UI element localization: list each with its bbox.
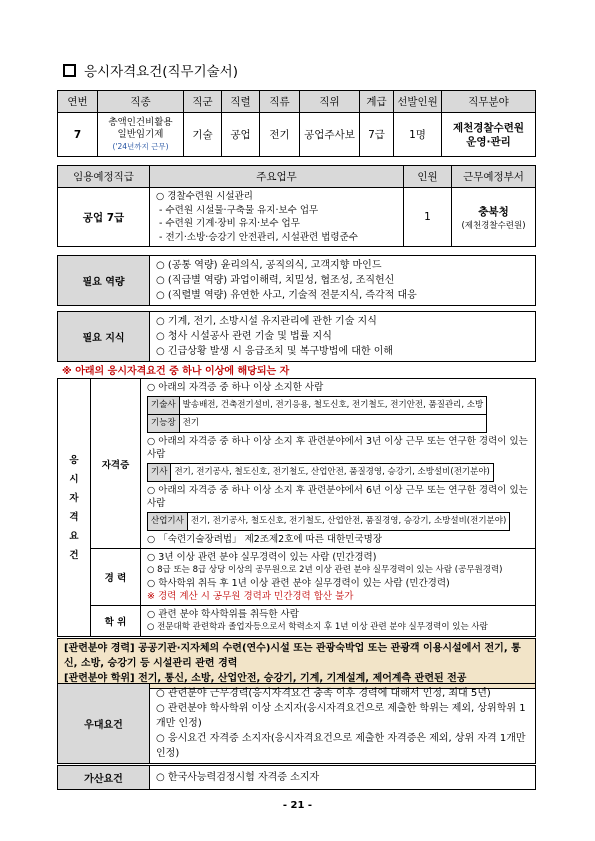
related-content (58, 639, 536, 689)
preference-list (150, 684, 536, 764)
related-degree: [관련분야 학위] 전기, 통신, 소방, 산업안전, 승강기, 기계, 기계설계, 제어계측 관련된 전공 (64, 673, 467, 684)
cert-values: 전기 (179, 415, 487, 433)
cert-table-1 (147, 396, 487, 433)
qualification-vertical-label (58, 379, 91, 637)
preference-table (57, 683, 536, 764)
cert-table-2 (147, 463, 494, 482)
header-cell: 인원 (404, 166, 452, 188)
knowledge-table (57, 311, 536, 362)
job-count: 1명 (394, 113, 442, 157)
career-item: ○ 8급 또는 8급 상당 이상의 공무원으로 2년 이상 관련 분야 실무경력이 있는 사람 (공무원경력) (147, 565, 503, 575)
competency-item: ○ (직렬별 역량) 유연한 사고, 기술적 전문지식, 즉각적 대응 (156, 290, 417, 301)
header-cell: 연번 (58, 91, 98, 113)
competency-item: ○ (공통 역량) 윤리의식, 공직의식, 고객지향 마인드 (156, 260, 382, 271)
cert-kind: 산업기사 (148, 513, 188, 531)
qualification-note: ※ 아래의 응시자격요건 중 하나 이상에 해당되는 자 (62, 366, 290, 377)
header-cell: 직위 (300, 91, 360, 113)
cert-row-item (148, 415, 487, 433)
duty-item: ○ 경찰수련원 시설관리 (156, 191, 253, 202)
cert-kind: 기사 (148, 464, 171, 482)
dept-sub: (제천경찰수련원) (461, 220, 526, 231)
header-cell: 근무예정부서 (452, 166, 536, 188)
duty-dept (452, 188, 536, 247)
job-field: 제천경찰수련원 운영·관리 (442, 113, 536, 157)
degree-row (58, 606, 536, 637)
job-series: 공업 (222, 113, 260, 157)
preference-item: ○ 관련분야 근무경력(응시자격요건 충족 이후 경력에 대해서 인정, 최대 5년) (156, 688, 491, 699)
header-cell: 직무분야 (442, 91, 536, 113)
duty-item: - 수련원 기계·장비 유지·보수 업무 (156, 218, 300, 229)
knowledge-row (58, 312, 536, 362)
cert-row-item (148, 513, 510, 531)
duty-table (57, 165, 536, 247)
header-cell: 직종 (98, 91, 184, 113)
vertical-label-char: 시 (69, 473, 79, 485)
job-class: 전기 (260, 113, 300, 157)
page-title (63, 60, 238, 80)
job-type-line2: 일반임기제 (117, 128, 164, 140)
header-cell: 직군 (184, 91, 222, 113)
header-cell: 직류 (260, 91, 300, 113)
cert-values: 발송배전, 건축전기설비, 전기응용, 철도신호, 전기철도, 전기안전, 품질관리, 소방 (179, 397, 487, 415)
checkbox-icon (63, 64, 76, 77)
career-item: ○ 3년 이상 관련 분야 실무경력이 있는 사람 (민간경력) (147, 552, 377, 563)
cert-row-item (148, 464, 494, 482)
duty-item: - 수련원 시설물·구축물 유지·보수 업무 (156, 204, 319, 216)
preference-row (58, 684, 536, 764)
cert-intro: ○ 아래의 자격증 중 하나 이상 소지한 사람 (147, 382, 324, 393)
header-cell: 계급 (360, 91, 394, 113)
competency-list (150, 256, 536, 306)
vertical-label-char: 자 (69, 492, 79, 504)
knowledge-list (150, 312, 536, 362)
cert-mid2: ○ 아래의 자격증 중 하나 이상 소지 후 관련분야에서 6년 이상 근무 또는 연구한 경력이 있는 사람 (147, 485, 528, 509)
duty-count: 1 (404, 188, 452, 247)
competency-row (58, 256, 536, 306)
preference-label: 우대요건 (58, 684, 150, 764)
degree-item: ○ 전문대학 관련학과 졸업자등으로서 학력소지 후 1년 이상 관련 분야 실무경력이 있는 사람 (147, 622, 488, 632)
vertical-label-char: 요 (69, 530, 79, 542)
page-number: - 21 - (282, 800, 313, 811)
related-career: [관련분야 경력] 공공기관·지자체의 수련(연수)시설 또는 관광숙박업 또는 관광객 이용시설에서 전기, 통신, 소방, 승강기 등 시설관리 관련 경력 (64, 643, 521, 669)
cert-mid1: ○ 아래의 자격증 중 하나 이상 소지 후 관련분야에서 3년 이상 근무 또는 연구한 경력이 있는 사람 (147, 436, 528, 460)
career-label: 경 력 (91, 549, 141, 606)
knowledge-item: ○ 긴급상황 발생 시 응급조치 및 복구방법에 대한 이해 (156, 346, 394, 357)
bonus-item: ○ 한국사능력검정시험 자격증 소지자 (150, 766, 536, 790)
knowledge-label: 필요 지식 (58, 312, 150, 362)
career-warning: ※ 경력 계산 시 공무원 경력과 민간경력 합산 불가 (147, 591, 354, 602)
header-cell: 선발인원 (394, 91, 442, 113)
cert-label: 자격증 (91, 379, 141, 549)
vertical-label-text (58, 451, 90, 565)
job-group: 기술 (184, 113, 222, 157)
vertical-label-char: 응 (69, 454, 79, 466)
header-cell: 주요업무 (150, 166, 404, 188)
cert-values: 전기, 전기공사, 철도신호, 전기철도, 산업안전, 품질경영, 승강기, 소방설비(전기분야) (187, 513, 509, 531)
preference-item: ○ 응시요건 자격증 소지자(응시자격요건으로 제출한 자격증은 제외, 상위 자격 1개만 인정) (156, 733, 526, 759)
competency-table (57, 255, 536, 306)
cert-row-item (148, 397, 487, 415)
degree-item: ○ 관련 분야 학사학위를 취득한 사람 (147, 609, 299, 620)
cert-values: 전기, 전기공사, 철도신호, 전기철도, 산업안전, 품질경영, 승강기, 소방설비(전기분야) (171, 464, 493, 482)
job-type (98, 113, 184, 157)
job-table (57, 90, 536, 157)
duty-item: - 전기·소방·승강기 안전관리, 시설관련 법령준수 (156, 231, 358, 243)
job-type-line1: 총액인건비활용 (108, 116, 173, 128)
header-cell: 임용예정직급 (58, 166, 150, 188)
job-grade: 7급 (360, 113, 394, 157)
page-title-text: 응시자격요건(직무기술서) (84, 64, 238, 80)
cert-row (58, 379, 536, 549)
related-field-box (57, 638, 536, 689)
competency-label: 필요 역량 (58, 256, 150, 306)
cert-table-3 (147, 512, 510, 531)
knowledge-item: ○ 기계, 전기, 소방시설 유지관리에 관한 기술 지식 (156, 316, 377, 327)
competency-item: ○ (직급별 역량) 과업이해력, 치밀성, 협조성, 조직헌신 (156, 275, 395, 286)
knowledge-item: ○ 청사 시설공사 관련 기술 및 법률 지식 (156, 331, 332, 342)
cert-kind: 기술사 (148, 397, 180, 415)
bonus-row (58, 766, 536, 790)
duty-rank: 공업 7급 (58, 188, 150, 247)
cert-end: ○ 「숙련기술장려법」 제2조제2호에 따른 대한민국명장 (147, 534, 382, 545)
header-cell: 직렬 (222, 91, 260, 113)
degree-content (141, 606, 536, 637)
career-row (58, 549, 536, 606)
career-item: ○ 학사학위 취득 후 1년 이상 관련 분야 실무경력이 있는 사람 (민간경력) (147, 578, 450, 589)
job-type-note: ('24년까지 근무) (112, 141, 169, 151)
duty-table-header (58, 166, 536, 188)
job-table-row (58, 113, 536, 157)
cert-content (141, 379, 536, 549)
duty-list (150, 188, 404, 247)
duty-row (58, 188, 536, 247)
cert-kind: 기능장 (148, 415, 180, 433)
career-content (141, 549, 536, 606)
vertical-label-char: 건 (69, 549, 79, 561)
bonus-table (57, 765, 536, 790)
dept-name: 충북청 (478, 205, 509, 218)
bonus-label: 가산요건 (58, 766, 150, 790)
degree-label: 학 위 (91, 606, 141, 637)
job-table-header (58, 91, 536, 113)
preference-item: ○ 관련분야 학사학위 이상 소지자(응시자격요건으로 제출한 학위는 제외, 상위학위 1개만 인정) (156, 703, 526, 729)
related-row (58, 639, 536, 689)
job-no: 7 (58, 113, 98, 157)
job-position: 공업주사보 (300, 113, 360, 157)
qualification-table (57, 378, 536, 637)
vertical-label-char: 격 (69, 511, 79, 523)
